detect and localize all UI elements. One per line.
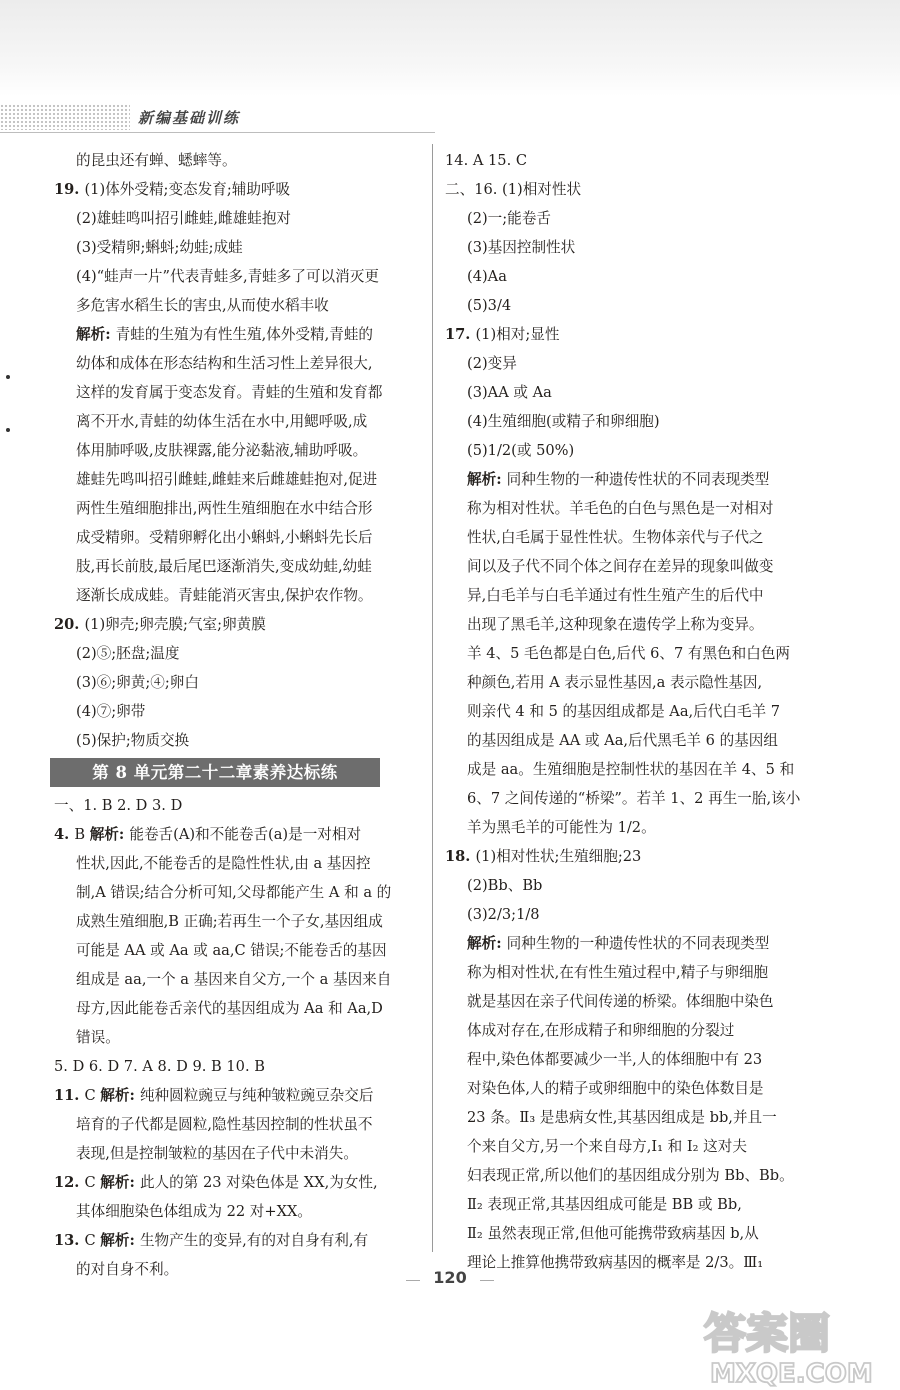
answer-line	[54, 465, 416, 494]
answer-text: 体成对存在,在形成精子和卵细胞的分裂过	[467, 1022, 735, 1039]
margin-mark	[6, 375, 10, 379]
margin-mark	[6, 428, 10, 432]
answer-text: 雄蛙先鸣叫招引雌蛙,雌蛙来后雌雄蛙抱对,促进	[76, 471, 378, 488]
answer-line	[445, 1074, 807, 1103]
answer-text: 性状,白毛属于显性性状。生物体亲代与子代之	[467, 529, 764, 546]
answer-choice: C	[84, 1087, 101, 1104]
question-number: 11.	[54, 1087, 85, 1104]
answer-text: (4)生殖细胞(或精子和卵细胞)	[467, 413, 660, 430]
answer-line	[54, 1197, 416, 1226]
answer-text: 这样的发育属于变态发育。青蛙的生殖和发育都	[76, 384, 383, 401]
answer-text: (1)相对;显性	[475, 326, 560, 343]
answer-text: 对染色体,人的精子或卵细胞中的染色体数目是	[467, 1080, 764, 1097]
answer-text: 表现,但是控制皱粒的基因在子代中未消失。	[76, 1145, 358, 1162]
answer-text: 同种生物的一种遗传性状的不同表现类型	[506, 935, 770, 952]
answer-line	[54, 936, 416, 965]
answer-line	[54, 1139, 416, 1168]
answer-text: 称为相对性状,在有性生殖过程中,精子与卵细胞	[467, 964, 769, 981]
answer-line	[445, 1219, 807, 1248]
answer-text: 逐渐长成成蛙。青蛙能消灭害虫,保护农作物。	[76, 587, 373, 604]
answer-line	[54, 849, 416, 878]
answer-text: 可能是 AA 或 Aa 或 aa,C 错误;不能卷舌的基因	[76, 942, 387, 959]
question-number: 12.	[54, 1174, 85, 1191]
answer-text: 14. A 15. C	[445, 152, 528, 169]
answer-line	[54, 820, 416, 849]
answer-line	[54, 994, 416, 1023]
watermark-logo	[700, 1300, 895, 1388]
answer-line	[54, 1052, 416, 1081]
question-number: 17.	[445, 326, 476, 343]
answer-text: 的对自身不利。	[76, 1261, 179, 1278]
answer-line	[445, 1132, 807, 1161]
answer-text: (4)“蛙声一片”代表青蛙多,青蛙多了可以消灭更	[76, 268, 379, 285]
answer-line	[54, 204, 416, 233]
answer-text: (5)1/2(或 50%)	[467, 442, 575, 459]
answer-line	[54, 791, 416, 820]
answer-text: Ⅱ₂ 虽然表现正常,但他可能携带致病基因 b,从	[467, 1225, 759, 1242]
header-series-title: 新编基础训练	[138, 109, 241, 127]
analysis-label: 解析:	[100, 1087, 140, 1104]
answer-line	[445, 204, 807, 233]
answer-choice: B	[74, 826, 90, 843]
answer-line	[445, 1016, 807, 1045]
answer-text: 出现了黑毛羊,这种现象在遗传学上称为变异。	[467, 616, 764, 633]
answer-text: 种颜色,若用 A 表示显性基因,a 表示隐性基因,	[467, 674, 763, 691]
answer-line	[54, 407, 416, 436]
answer-line	[54, 262, 416, 291]
answer-text: 则亲代 4 和 5 的基因组成都是 Aa,后代白毛羊 7	[467, 703, 781, 720]
answer-line	[445, 697, 807, 726]
answer-line	[445, 523, 807, 552]
column-divider	[432, 144, 433, 1252]
answer-text: (4)Aa	[467, 268, 507, 285]
analysis-label: 解析:	[89, 826, 130, 843]
answer-text: 体用肺呼吸,皮肤裸露,能分泌黏液,辅助呼吸。	[76, 442, 368, 459]
answer-line	[445, 320, 807, 349]
answer-line	[445, 407, 807, 436]
question-number: 18.	[445, 848, 476, 865]
answer-text: 错误。	[76, 1029, 120, 1046]
answer-line	[445, 465, 807, 494]
answer-line	[54, 349, 416, 378]
answer-line	[54, 726, 416, 755]
answer-text: 青蛙的生殖为有性生殖,体外受精,青蛙的	[115, 326, 374, 343]
answer-line	[54, 639, 416, 668]
answer-text: 离不开水,青蛙的幼体生活在水中,用鳃呼吸,成	[76, 413, 368, 430]
answer-text: 的昆虫还有蝉、蟋蟀等。	[76, 152, 237, 169]
answer-text: (2)⑤;胚盘;温度	[76, 645, 180, 662]
answer-line	[54, 291, 416, 320]
answer-line	[54, 1023, 416, 1052]
answer-line	[445, 900, 807, 929]
answer-choice: C	[84, 1232, 101, 1249]
answer-line	[445, 146, 807, 175]
answer-text: Ⅱ₂ 表现正常,其基因组成可能是 BB 或 Bb,	[467, 1196, 742, 1213]
answer-line	[445, 958, 807, 987]
answer-line	[54, 965, 416, 994]
answer-text: (1)卵壳;卵壳膜;气室;卵黄膜	[84, 616, 266, 633]
answer-text: 羊 4、5 毛色都是白色,后代 6、7 有黑色和白色两	[467, 645, 791, 662]
answer-text: 称为相对性状。羊毛色的白色与黑色是一对相对	[467, 500, 774, 517]
answer-text: 能卷舌(A)和不能卷舌(a)是一对相对	[129, 826, 362, 843]
answer-line	[54, 610, 416, 639]
question-number: 19.	[54, 181, 85, 198]
analysis-label: 解析:	[100, 1232, 140, 1249]
answer-text: (2)变异	[467, 355, 517, 372]
page-number-dash-right	[480, 1280, 494, 1281]
answer-text: (5)保护;物质交换	[76, 732, 190, 749]
answer-line	[445, 755, 807, 784]
answer-line	[54, 1110, 416, 1139]
analysis-label: 解析:	[467, 935, 507, 952]
answer-line	[445, 842, 807, 871]
answer-text: 妇表现正常,所以他们的基因组成分别为 Bb、Bb。	[467, 1167, 794, 1184]
answer-line	[54, 697, 416, 726]
answer-text: (3)2/3;1/8	[467, 906, 540, 923]
answer-line	[445, 494, 807, 523]
answer-text: 23 条。Ⅱ₃ 是患病女性,其基因组成是 bb,并且一	[467, 1109, 777, 1126]
answer-text: (2)Bb、Bb	[467, 877, 543, 894]
answer-text: (3)AA 或 Aa	[467, 384, 552, 401]
answer-text: (3)基因控制性状	[467, 239, 576, 256]
answer-line	[54, 907, 416, 936]
answer-line	[445, 175, 807, 204]
answer-line	[54, 436, 416, 465]
answer-text: 6、7 之间传递的“桥梁”。若羊 1、2 再生一胎,该小	[467, 790, 801, 807]
answer-line	[445, 1103, 807, 1132]
answer-line	[445, 871, 807, 900]
answer-line	[445, 813, 807, 842]
answer-text: (4)⑦;卵带	[76, 703, 146, 720]
answer-line	[54, 1081, 416, 1110]
answer-text: 培育的子代都是圆粒,隐性基因控制的性状虽不	[76, 1116, 373, 1133]
answer-line	[445, 552, 807, 581]
answer-text: (2)一;能卷舌	[467, 210, 551, 227]
answer-line	[54, 878, 416, 907]
answer-text: 的基因组成是 AA 或 Aa,后代黑毛羊 6 的基因组	[467, 732, 778, 749]
answer-line	[54, 552, 416, 581]
answer-line	[54, 1168, 416, 1197]
answer-line	[445, 1190, 807, 1219]
answer-line	[54, 581, 416, 610]
answer-text: (3)受精卵;蝌蚪;幼蛙;成蛙	[76, 239, 243, 256]
answer-text: 5. D 6. D 7. A 8. D 9. B 10. B	[54, 1058, 265, 1075]
answer-text: 理论上推算他携带致病基因的概率是 2/3。Ⅲ₁	[467, 1254, 764, 1271]
answer-text: 程中,染色体都要减少一半,人的体细胞中有 23	[467, 1051, 763, 1068]
answer-text: 二、16. (1)相对性状	[445, 181, 582, 198]
answer-line	[54, 523, 416, 552]
answer-text: (3)⑥;卵黄;④;卵白	[76, 674, 199, 691]
answer-text: 一、1. B 2. D 3. D	[54, 797, 183, 814]
right-column	[445, 146, 807, 1277]
answer-line	[445, 378, 807, 407]
answer-line	[54, 233, 416, 262]
answer-text: 成熟生殖细胞,B 正确;若再生一个子女,基因组成	[76, 913, 383, 930]
answer-text: (5)3/4	[467, 297, 512, 314]
question-number: 20.	[54, 616, 85, 633]
header-dot-pattern	[0, 104, 130, 130]
answer-line	[445, 784, 807, 813]
analysis-label: 解析:	[100, 1174, 140, 1191]
answer-line	[445, 349, 807, 378]
answer-line	[445, 436, 807, 465]
answer-line	[445, 929, 807, 958]
answer-text: 两性生殖细胞排出,两性生殖细胞在水中结合形	[76, 500, 373, 517]
left-column	[54, 146, 416, 1284]
answer-line	[445, 1045, 807, 1074]
answer-text: 就是基因在亲子代间传递的桥梁。体细胞中染色	[467, 993, 774, 1010]
section-banner: 第 8 单元第二十二章素养达标练	[50, 758, 380, 787]
answer-text: 肢,再长前肢,最后尾巴逐渐消失,变成幼蛙,幼蛙	[76, 558, 372, 575]
answer-text: (1)体外受精;变态发育;辅助呼吸	[84, 181, 291, 198]
answer-line	[54, 378, 416, 407]
analysis-label: 解析:	[467, 471, 507, 488]
answer-line	[445, 639, 807, 668]
question-number: 4.	[54, 826, 75, 843]
analysis-label: 解析:	[76, 326, 116, 343]
answer-text: 纯种圆粒豌豆与纯种皱粒豌豆杂交后	[139, 1087, 374, 1104]
answer-line	[445, 987, 807, 1016]
answer-text: 异,白毛羊与白毛羊通过有性生殖产生的后代中	[467, 587, 764, 604]
answer-text: 生物产生的变异,有的对自身有利,有	[139, 1232, 369, 1249]
answer-line	[54, 320, 416, 349]
svg-text:答案圈: 答案圈	[704, 1309, 831, 1358]
answer-line	[54, 146, 416, 175]
answer-text: 个来自父方,另一个来自母方,Ⅰ₁ 和 Ⅰ₂ 这对夫	[467, 1138, 747, 1155]
answer-line	[445, 233, 807, 262]
answer-text: 间以及子代不同个体之间存在差异的现象叫做变	[467, 558, 774, 575]
answer-text: 成是 aa。生殖细胞是控制性状的基因在羊 4、5 和	[467, 761, 795, 778]
answer-line	[54, 1226, 416, 1255]
answer-line	[445, 291, 807, 320]
answer-text: 性状,因此,不能卷舌的是隐性性状,由 a 基因控	[76, 855, 371, 872]
answer-line	[445, 1161, 807, 1190]
answer-line	[54, 494, 416, 523]
answer-line	[445, 262, 807, 291]
answer-text: 成受精卵。受精卵孵化出小蝌蚪,小蝌蚪先长后	[76, 529, 373, 546]
answer-text: 其体细胞染色体组成为 22 对+XX。	[76, 1203, 312, 1220]
answer-line	[54, 175, 416, 204]
answer-text: 同种生物的一种遗传性状的不同表现类型	[506, 471, 770, 488]
answer-line	[445, 668, 807, 697]
answer-text: 组成是 aa,一个 a 基因来自父方,一个 a 基因来自	[76, 971, 392, 988]
header-rule	[0, 132, 435, 133]
answer-choice: C	[84, 1174, 101, 1191]
answer-text: (2)雄蛙鸣叫招引雌蛙,雌雄蛙抱对	[76, 210, 292, 227]
answer-text: 母方,因此能卷舌亲代的基因组成为 Aa 和 Aa,D	[76, 1000, 383, 1017]
answer-line	[445, 726, 807, 755]
answer-line	[54, 668, 416, 697]
answer-line	[445, 581, 807, 610]
answer-text: 此人的第 23 对染色体是 XX,为女性,	[139, 1174, 378, 1191]
answer-text: (1)相对性状;生殖细胞;23	[475, 848, 642, 865]
answer-text: 制,A 错误;结合分析可知,父母都能产生 A 和 a 的	[76, 884, 392, 901]
question-number: 13.	[54, 1232, 85, 1249]
answer-text: 羊为黑毛羊的可能性为 1/2。	[467, 819, 656, 836]
page-top-shading	[0, 0, 900, 96]
answer-text: 多危害水稻生长的害虫,从而使水稻丰收	[76, 297, 329, 314]
page-number: 120	[433, 1268, 467, 1287]
svg-text:MXQE.COM: MXQE.COM	[710, 1359, 873, 1388]
answer-line	[445, 610, 807, 639]
answer-text: 幼体和成体在形态结构和生活习性上差异很大,	[76, 355, 373, 372]
